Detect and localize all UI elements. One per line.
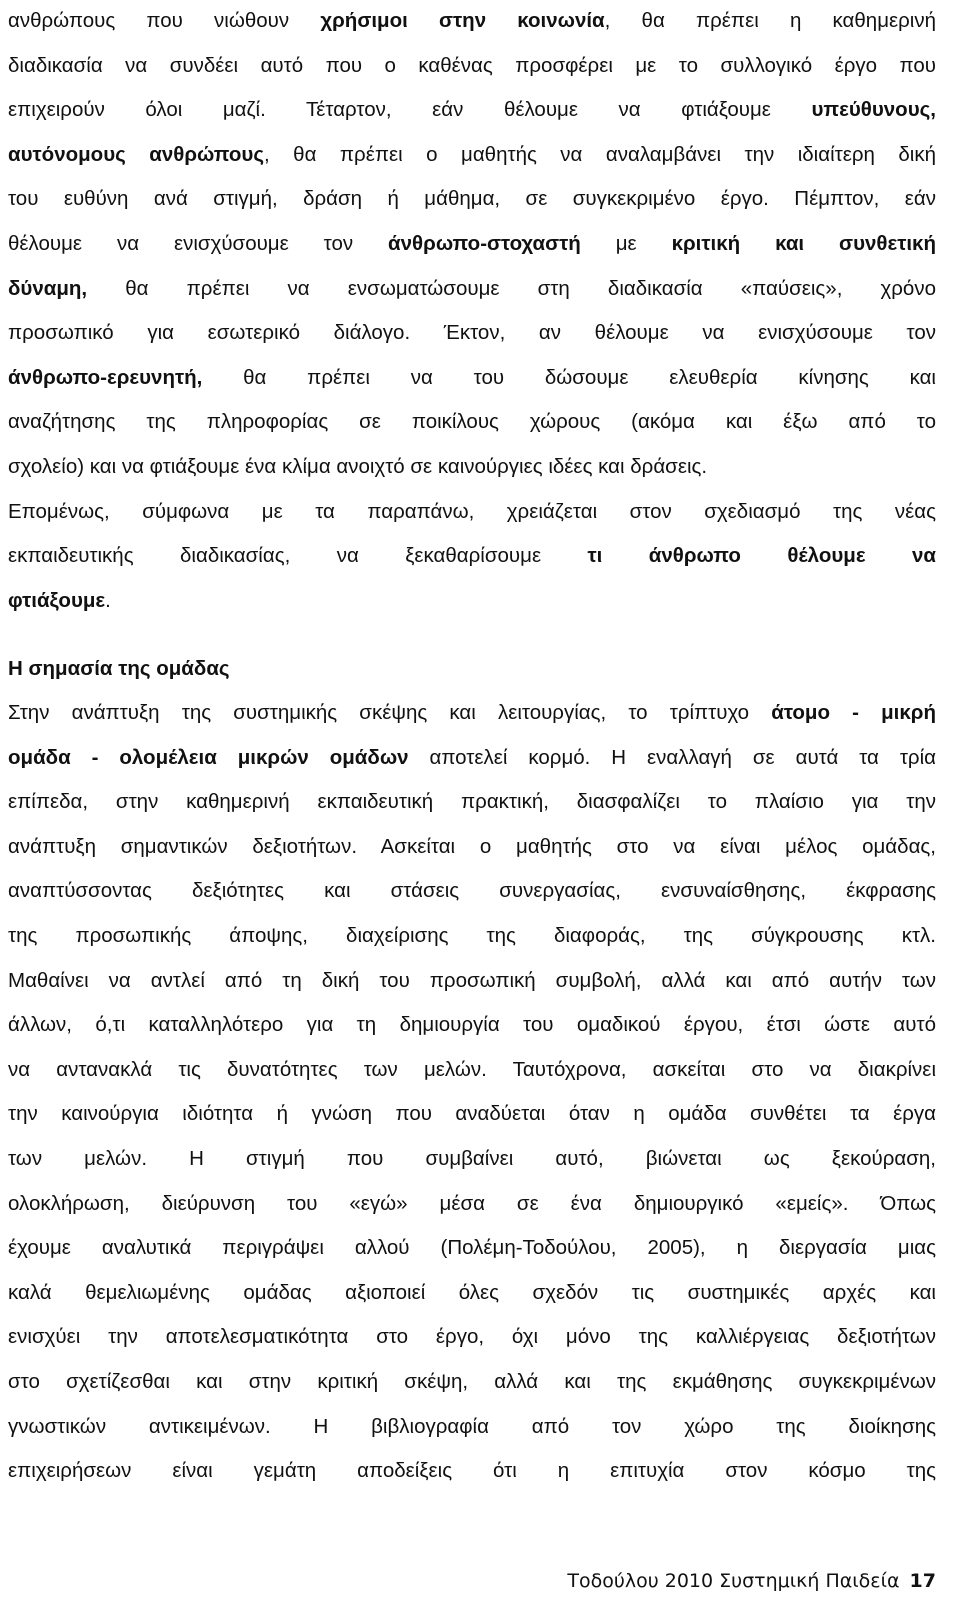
bold-text: φτιάξουμε — [8, 588, 106, 612]
page-footer — [567, 1568, 936, 1594]
text-run: διαδικασία να συνδέει αυτό που ο καθένας προσφέρει με το συλλογικό έργο που — [8, 53, 936, 77]
bold-text: τι άνθρωπο θέλουμε να — [587, 544, 936, 568]
text-run: αποτελεί κορμό. Η εναλλαγή σε αυτά τα τρία — [408, 745, 936, 769]
text-line — [8, 231, 936, 257]
text-line — [8, 543, 936, 569]
bold-text: χρήσιμοι στην κοινωνία — [320, 9, 605, 32]
text-line — [8, 789, 936, 815]
text-run: Μαθαίνει να αντλεί από τη δική του προσωπική συμβολή, αλλά και από αυτήν των — [8, 968, 936, 992]
text-line — [8, 1324, 936, 1350]
text-run: ανάπτυξη σημαντικών δεξιοτήτων. Ασκείται ο μαθητής στο να είναι μέλος ομάδας, — [8, 834, 936, 858]
bold-text: υπεύθυνους, — [811, 98, 936, 122]
text-run: άλλων, ό,τι καταλληλότερο για τη δημιουργία του ομαδικού έργου, έτσι ώστε αυτό — [8, 1013, 936, 1037]
text-line — [8, 1191, 936, 1217]
text-run: αναπτύσσοντας δεξιότητες και στάσεις συνεργασίας, ενσυναίσθησης, έκφρασης — [8, 879, 936, 903]
text-line — [8, 1280, 936, 1306]
text-run: γνωστικών αντικειμένων. Η βιβλιογραφία από τον χώρο της διοίκησης — [8, 1414, 936, 1438]
text-line — [8, 97, 936, 123]
text-line — [8, 320, 936, 346]
text-line — [8, 1458, 936, 1484]
text-run: επιχειρούν όλοι μαζί. Τέταρτον, εάν θέλουμε να φτιάξουμε — [8, 98, 812, 122]
text-run: με — [580, 232, 672, 255]
section-heading: Η σημασία της ομάδας — [8, 657, 230, 680]
text-line — [8, 1146, 936, 1172]
text-run: εκπαιδευτικής διαδικασίας, να ξεκαθαρίσουμε — [8, 544, 588, 568]
text-line — [8, 878, 936, 904]
text-run: Επομένως, σύμφωνα με τα παραπάνω, χρειάζεται στον σχεδιασμό της νέας — [8, 499, 936, 523]
text-line — [8, 1101, 936, 1127]
text-run: της προσωπικής άποψης, διαχείρισης της διαφοράς, της σύγκρουσης κτλ. — [8, 924, 936, 947]
text-line — [8, 365, 936, 391]
text-run: καλά θεμελιωμένης ομάδας αξιοποιεί όλες σχεδόν τις συστημικές αρχές και — [8, 1280, 936, 1304]
bold-text: δύναμη, — [8, 276, 88, 300]
text-run: να αντανακλά τις δυνατότητες των μελών. Ταυτόχρονα, ασκείται στο να διακρίνει — [8, 1057, 936, 1081]
text-line — [8, 1057, 936, 1083]
text-run: του ευθύνη ανά στιγμή, δράση ή μάθημα, σε συγκεκριμένο έργο. Πέμπτον, εάν — [8, 187, 936, 211]
text-line — [8, 923, 936, 949]
text-run: σχολείο) και να φτιάξουμε ένα κλίμα ανοιχτό σε καινούργιες ιδέες και δράσεις. — [8, 455, 708, 478]
text-run: προσωπικό για εσωτερικό διάλογο. Έκτον, αν θέλουμε να ενισχύσουμε τον — [8, 321, 936, 345]
text-line — [8, 409, 936, 435]
text-line — [8, 588, 936, 614]
text-line — [8, 186, 936, 212]
text-run: επιχειρήσεων είναι γεμάτη αποδείξεις ότι η επιτυχία στον κόσμο της — [8, 1459, 936, 1483]
text-line — [8, 8, 936, 34]
text-run: επίπεδα, στην καθημερινή εκπαιδευτική πρακτική, διασφαλίζει το πλαίσιο για την — [8, 790, 936, 814]
footer-text: Τοδούλου 2010 Συστημική Παιδεία — [567, 1570, 900, 1592]
text-line — [8, 1012, 936, 1038]
text-line — [8, 276, 936, 302]
text-run: Στην ανάπτυξη της συστημικής σκέψης και λειτουργίας, το τρίπτυχο — [8, 701, 772, 724]
text-line — [8, 53, 936, 79]
text-line — [8, 700, 936, 726]
text-run: θα πρέπει να ενσωματώσουμε στη διαδικασία «παύσεις», χρόνο — [87, 276, 936, 300]
text-run: , θα πρέπει η καθημερινή — [604, 9, 937, 32]
bold-text: αυτόνομους ανθρώπους — [8, 142, 265, 166]
bold-text: ομάδα - ολομέλεια μικρών ομάδων — [8, 745, 409, 769]
text-line — [8, 834, 936, 860]
text-line — [8, 454, 936, 480]
text-run: ανθρώπους που νιώθουν — [8, 9, 321, 32]
text-line — [8, 499, 936, 525]
text-run: των μελών. Η στιγμή που συμβαίνει αυτό, βιώνεται ως ξεκούραση, — [8, 1147, 936, 1170]
text-run: θέλουμε να ενισχύσουμε τον — [8, 232, 389, 255]
bold-text: άτομο - μικρή — [771, 701, 936, 724]
text-run: ενισχύει την αποτελεσματικότητα στο έργο, όχι μόνο της καλλιέργειας δεξιοτήτων — [8, 1325, 936, 1349]
page-number: 17 — [909, 1570, 936, 1592]
bold-text: άνθρωπο-ερευνητή, — [8, 365, 203, 389]
text-run: αναζήτησης της πληροφορίας σε ποικίλους χώρους (ακόμα και έξω από το — [8, 410, 936, 434]
text-line — [8, 1235, 936, 1261]
text-line — [8, 1414, 936, 1440]
text-line — [8, 142, 936, 168]
text-run: έχουμε αναλυτικά περιγράψει αλλού (Πολέμη-Τοδούλου, 2005), η διεργασία μιας — [8, 1236, 936, 1260]
text-line — [8, 1369, 936, 1395]
text-line — [8, 968, 936, 994]
text-run: , θα πρέπει ο μαθητής να αναλαμβάνει την ιδιαίτερη δική — [264, 142, 937, 166]
bold-text: κριτική και συνθετική — [671, 232, 937, 255]
bold-text: άνθρωπο-στοχαστή — [388, 232, 581, 255]
text-run: την καινούργια ιδιότητα ή γνώση που αναδύεται όταν η ομάδα συνθέτει τα έργα — [8, 1102, 936, 1126]
text-run: στο σχετίζεσθαι και στην κριτική σκέψη, αλλά και της εκμάθησης συγκεκριμένων — [8, 1370, 936, 1393]
text-run: . — [105, 588, 111, 612]
text-run: ολοκλήρωση, διεύρυνση του «εγώ» μέσα σε ένα δημιουργικό «εμείς». Όπως — [8, 1191, 936, 1215]
text-run: θα πρέπει να του δώσουμε ελευθερία κίνησης και — [202, 365, 936, 389]
text-line — [8, 745, 936, 771]
